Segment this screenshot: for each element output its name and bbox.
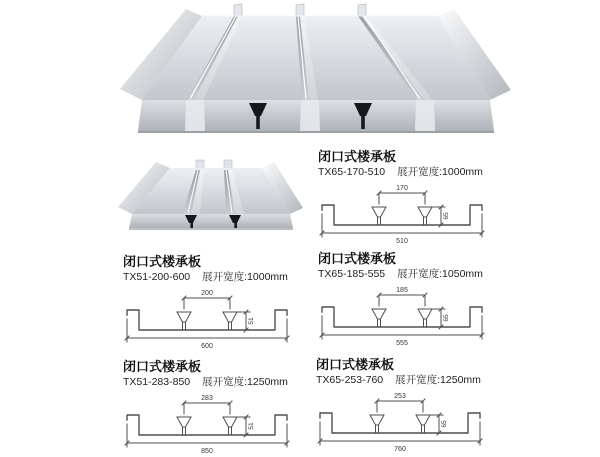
overall-width-dimension xyxy=(320,214,484,245)
cross-section-diagram xyxy=(318,283,486,349)
overall-width-value: 600 xyxy=(201,343,213,350)
rib-spacing-dimension xyxy=(182,290,232,309)
product-block-tx65-253-760 xyxy=(316,357,506,455)
deck-panel-3d-large xyxy=(98,2,522,138)
rib-spacing-value: 170 xyxy=(396,185,408,192)
rib-spacing-value: 253 xyxy=(394,393,406,400)
height-value: 65 xyxy=(443,314,450,322)
rib-spacing-dimension xyxy=(377,185,427,204)
product-title: 闭口式楼承板 xyxy=(318,149,397,164)
product-title: 闭口式楼承板 xyxy=(318,251,397,266)
product-model: TX51-200-600 xyxy=(123,271,191,283)
cross-section-diagram xyxy=(318,181,486,247)
product-title: 闭口式楼承板 xyxy=(123,254,202,269)
product-spec-line xyxy=(318,268,508,280)
product-model: TX65-185-555 xyxy=(318,268,386,280)
front-rib-facet xyxy=(185,100,205,131)
product-unfolded-width: 展开宽度:1000mm xyxy=(397,166,483,178)
height-dimension xyxy=(432,205,450,227)
rib-spacing-value: 185 xyxy=(396,287,408,294)
height-value: 65 xyxy=(441,420,448,428)
overall-width-value: 555 xyxy=(396,340,408,347)
product-spec-line xyxy=(316,374,506,386)
deck-profile-outline xyxy=(127,415,287,435)
deck-profile-outline xyxy=(322,307,482,327)
product-model: TX51-283-850 xyxy=(123,376,191,388)
product-model: TX65-170-510 xyxy=(318,166,386,178)
overall-width-value: 510 xyxy=(396,238,408,245)
deck-profile-outline xyxy=(320,413,480,433)
product-spec-line xyxy=(123,376,313,388)
product-title: 闭口式楼承板 xyxy=(316,357,395,372)
front-rib-facet xyxy=(300,100,320,131)
rib-spacing-value: 200 xyxy=(201,290,213,297)
cross-section-diagram xyxy=(123,391,291,457)
overall-width-value: 850 xyxy=(201,448,213,455)
overall-width-dimension xyxy=(318,422,482,453)
height-dimension xyxy=(432,307,450,329)
product-model: TX65-253-760 xyxy=(316,374,384,386)
cross-section-diagram xyxy=(316,389,484,455)
deck-profile-outline xyxy=(127,310,287,330)
height-dimension xyxy=(237,310,255,332)
rib-spacing-dimension xyxy=(375,393,425,412)
height-dimension xyxy=(237,415,255,437)
overall-width-dimension xyxy=(125,424,289,455)
rib-spacing-dimension xyxy=(182,395,232,414)
product-spec-line xyxy=(318,166,508,178)
product-block-tx51-200-600 xyxy=(123,254,313,352)
overall-width-value: 760 xyxy=(394,446,406,453)
product-unfolded-width: 展开宽度:1000mm xyxy=(202,271,288,283)
product-spec-line xyxy=(123,271,313,283)
height-dimension xyxy=(430,413,448,435)
product-unfolded-width: 展开宽度:1250mm xyxy=(202,376,288,388)
height-value: 51 xyxy=(248,422,255,430)
front-rib-facet xyxy=(415,100,435,131)
product-block-tx65-185-555 xyxy=(318,251,508,349)
panel-front-face xyxy=(129,214,293,228)
product-block-tx51-283-850 xyxy=(123,359,313,457)
cross-section-diagram xyxy=(123,286,291,352)
overall-width-dimension xyxy=(320,316,484,347)
product-block-tx65-170-510 xyxy=(318,149,508,247)
product-unfolded-width: 展开宽度:1250mm xyxy=(395,374,481,386)
deck-profile-outline xyxy=(322,205,482,225)
product-title: 闭口式楼承板 xyxy=(123,359,202,374)
rib-spacing-dimension xyxy=(377,287,427,306)
product-unfolded-width: 展开宽度:1050mm xyxy=(397,268,483,280)
overall-width-dimension xyxy=(125,319,289,350)
height-value: 51 xyxy=(248,317,255,325)
rib-spacing-value: 283 xyxy=(201,395,213,402)
deck-panel-3d-small xyxy=(112,152,304,238)
height-value: 65 xyxy=(443,212,450,220)
